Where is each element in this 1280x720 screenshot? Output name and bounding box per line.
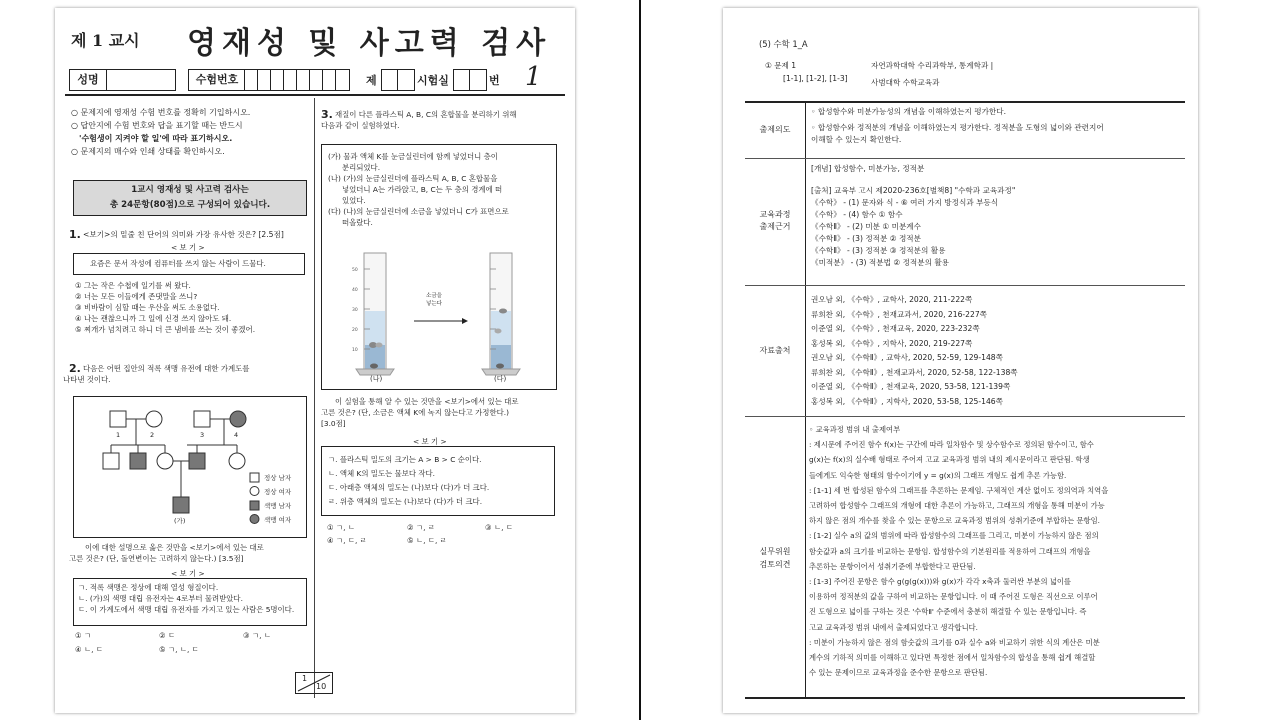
page-number-box: 1 10 [295,672,333,694]
q2-option-4[interactable]: ④ ㄴ, ㄷ [75,645,103,654]
beon-label: 번 [489,74,500,87]
q1-bogi-title: < 보 기 > [171,243,205,252]
q3-option-2[interactable]: ② ㄱ, ㄹ [407,523,435,532]
svg-text:40: 40 [352,288,358,293]
q2-option-5[interactable]: ⑤ ㄱ, ㄴ, ㄷ [159,645,199,654]
curriculum-text: [개념] 합성함수, 미분가능, 정적분 [출처] 교육부 고시 제2020-236호[별책8] "수학과 교육과정" 《수학》 - (1) 문자와 식 - ⑥ 여러 가지 방정식과 부등식 《수학》 - (4) 함수 ① 함수 《수학Ⅱ》 - (2) 미분 ① 미분계수 《수학Ⅱ》 - (3) 정적분 ② 정적분 《수학Ⅱ》 - (3) 정적분 ③ 정적분의 활용 《미적분》 - (3) 적분법 ② 정적분의 활용 [811,164,1016,267]
q1-option-5[interactable]: ⑤ 찌개가 넘치려고 하니 더 큰 냄비를 쓰는 것이 좋겠어. [75,325,256,334]
row-label-review-1: 실무위원 [759,547,791,556]
row-label-intent: 출제의도 [759,125,791,134]
pedigree-chart [73,396,307,538]
q1-options [75,280,255,335]
q2-option-2[interactable]: ② ㄷ [159,631,176,640]
pedigree-label-3: 3 [200,431,205,439]
page-divider [639,0,641,720]
review-page [723,8,1198,713]
q1-option-4[interactable]: ④ 나는 괜찮으니까 그 일에 신경 쓰지 않아도 돼. [75,314,232,323]
problem-sub: [1-1], [1-2], [1-3] [783,74,848,83]
q3-question: 이 실험을 통해 알 수 있는 것만을 <보기>에서 있는 대로 고른 것은? (단, 소금은 액체 K에 녹지 않는다고 가정한다.) [3.0점] [321,397,519,428]
section-title: (5) 수학 1_A [759,39,808,49]
arrow-label-2: 넣는다 [426,301,442,307]
intent-text: ◦ 합성함수와 미분가능성의 개념을 이해하였는지 평가한다. ◦ 합성함수와 정적분의 개념을 이해하였는지 평가한다. 정적분을 도형의 넓이와 관련지어 이해할 수 있는지 확인한다. [811,107,1104,144]
svg-text:20: 20 [352,328,358,333]
q3-bogi-box: ㄱ. 플라스틱 밀도의 크기는 A > B > C 순이다. ㄴ. 액체 K의 밀도는 물보다 작다. ㄷ. 아래층 액체의 밀도는 (나)보다 (다)가 더 크다. ㄹ. 위층 액체의 밀도는 (나)보다 (다)가 더 크다. [321,446,555,516]
review-text: ◦ 교육과정 범위 내 출제여부 : 제시문에 주어진 함수 f(x)는 구간에 따라 일차함수 및 상수함수로 정의된 함수이고, 함수 g(x)는 f(x)의 실수배 형태로 주어져 고교 교육과정 범위 내의 제시문이라고 판단됨. 학생 들에게도 익숙한 형태의 함수이기에 y = g(x)의 그래프 개형도 쉽게 추론 가능함. : [1-1] 세 번 합성된 함수의 그래프를 추론하는 문제임. 구체적인 계산 없이도 정의역과 치역을 고려하여 합성함수 그래프의 개형에 대한 추론이 가능하고, 그래프의 개형을 통해 미분이 가능 하지 않은 점의 개수를 찾을 수 있는 문항으로 교육과정 범위의 성취기준에 부합하는 문항임. : [1-2] 실수 a의 값의 범위에 따라 합성함수의 그래프를 그리고, 미분이 가능하지 않은 점의 함숫값과 a의 크기를 비교하는 문항임. 합성함수의 기본원리를 적용하여 그래프의 개형을 추론하는 문항이어서 성취기준에 부합한다고 판단됨. : [1-3] 주어진 문항은 함수 g(g(g(x)))와 g(x)가 각각 x축과 둘러싼 부분의 넓이를 이용하여 정적분의 값을 구하여 비교하는 문항입니다. 이 때 주어진 도형은 직선으로 이루어 진 도형으로 넓이를 구하는 것은 '수학Ⅱ' 수준에서 충분히 해결할 수 있는 문항입니다. 즉 고교 교육과정 범위 내에서 출제되었다고 생각합니다. : 미분이 가능하지 않은 점의 함숫값의 크기를 0과 실수 a와 비교하기 위한 식의 계산은 미분 계수의 기하적 의미를 이해하고 있다면 특정한 점에서 일차함수의 합성을 통해 쉽게 해결할 수 있는 문제이므로 교육과정을 준수한 문항으로 판단됨. [809,425,1109,678]
exam-page [55,8,575,713]
room-digit-2[interactable] [397,69,415,91]
q3-option-3[interactable]: ③ ㄴ, ㄷ [485,523,513,532]
page-mark: 1 [525,62,542,92]
row-label-sources: 자료출처 [759,346,791,355]
svg-text:50: 50 [352,268,358,273]
q3-number: 3. [321,108,333,121]
legend-normal-male: 정상 남자 [264,474,292,482]
svg-text:10: 10 [352,348,358,353]
q2-bogi-box: ㄱ. 적록 색맹은 정상에 대해 열성 형질이다. ㄴ. (가)의 색맹 대립 유전자는 4로부터 물려받았다. ㄷ. 이 가계도에서 색맹 대립 유전자를 가지고 있는 사람은 5명이다. [73,578,307,626]
row-label-review-2: 검토의견 [759,560,791,569]
row-label-curriculum-1: 교육과정 [759,210,791,219]
q1-stem: <보기>의 밑줄 친 단어의 의미와 가장 유사한 것은? [2.5점] [83,230,284,239]
q2-option-1[interactable]: ① ㄱ [75,631,92,640]
q3-bogi-title: < 보 기 > [413,437,447,446]
q2-question: 이에 대한 설명으로 옳은 것만을 <보기>에서 있는 대로 고른 것은? (단, 돌연변이는 고려하지 않는다.) [3.5점] [69,543,264,563]
q1-option-2[interactable]: ② 너는 모든 이들에게 존댓말을 쓰니? [75,292,198,301]
pedigree-label-ga: (가) [174,517,186,525]
q2-option-3[interactable]: ③ ㄱ, ㄴ [243,631,271,640]
instructions: ○ 문제지에 영재성 수험 번호를 정확히 기입하시오. ○ 답안지에 수험 번호와 답을 표기할 때는 반드시 '수험생이 지켜야 할 일'에 따라 표기하시오. ○ 문제지의 매수와 인쇄 상태를 확인하시오. [71,108,251,156]
q2-bogi-title: < 보 기 > [171,569,205,578]
q3-stem: 재질이 다른 플라스틱 A, B, C의 혼합물을 분리하기 위해 다음과 같이 실험하였다. [321,110,517,130]
legend-colorblind-male: 색맹 남자 [264,502,292,510]
exam-title: 영재성 및 사고력 검사 [187,26,552,61]
pedigree-label-4: 4 [234,431,239,439]
sources-text: 권오남 외, 《수학》, 교학사, 2020, 211-222쪽 류희찬 외, 《수학》, 천재교과서, 2020, 216-227쪽 이준열 외, 《수학》, 천재교육, 2020, 223-232쪽 홍성복 외, 《수학》, 지학사, 2020, 219-227쪽 권오남 외, 《수학Ⅱ》, 교학사, 2020, 52-59, 129-148쪽 류희찬 외, 《수학Ⅱ》, 천재교과서, 2020, 52-58, 122-138쪽 이준열 외, 《수학Ⅱ》, 천재교육, 2020, 53-58, 121-139쪽 홍성복 외, 《수학Ⅱ》, 지학사, 2020, 53-58, 125-146쪽 [811,295,1018,406]
problem-label: ① 문제 1 [765,61,797,70]
dept-line-2: 사범대학 수학교육과 [871,78,940,87]
q1-option-3[interactable]: ③ 비바람이 심할 때는 우산을 써도 소용없다. [75,303,220,312]
q3-option-1[interactable]: ① ㄱ, ㄴ [327,523,355,532]
name-label: 성명 [69,69,107,91]
cylinder-diagram [322,245,556,385]
q1-number: 1. [69,228,81,241]
q2-number: 2. [69,362,81,375]
pedigree-label-1: 1 [116,431,121,439]
pedigree-label-2: 2 [150,431,155,439]
je-label: 제 [366,74,377,87]
q1-bogi-box: 요즘은 문서 작성에 컴퓨터를 쓰지 않는 사람이 드물다. [73,253,305,275]
arrow-label-1: 소금을 [426,293,442,299]
seat-digit-2[interactable] [469,69,487,91]
dept-line-1: 자연과학대학 수리과학부, 통계학과 | [871,61,994,70]
legend-colorblind-female: 색맹 여자 [264,516,292,524]
column-rule [314,98,315,698]
cylinder-label-da: (다) [494,375,507,383]
q3-option-5[interactable]: ⑤ ㄴ, ㄷ, ㄹ [407,536,447,545]
summary-box: 1교시 영재성 및 사고력 검사는 총 24문항(80점)으로 구성되어 있습니다. [73,180,307,216]
q3-experiment-box: (가) 물과 액체 K를 눈금실린더에 함께 넣었더니 층이 분리되었다. (나) (가)의 눈금실린더에 플라스틱 A, B, C 혼합물을 넣었더니 A는 가라앉고, B, C는 두 층의 경계에 떠 있었다. (다) (나)의 눈금실린더에 소금을 넣었더니 C가 표면으로 떠올랐다. 50 40 30 20 10 (나) 소금을 넣는다 (다) [321,144,557,390]
exam-number-label: 수험번호 [188,69,246,91]
session-label: 제 1 교시 [71,31,140,50]
legend-normal-female: 정상 여자 [264,488,292,496]
cylinder-label-na: (나) [370,375,383,383]
q3-option-4[interactable]: ④ ㄱ, ㄷ, ㄹ [327,536,367,545]
q2-stem: 다음은 어떤 집안의 적록 색맹 유전에 대한 가계도를 나타낸 것이다. [63,364,250,384]
q1-option-1[interactable]: ① 그는 작은 수첩에 일기를 써 왔다. [75,281,191,290]
room-label: 시험실 [417,74,449,87]
row-label-curriculum-2: 출제근거 [759,222,791,231]
svg-text:30: 30 [352,308,358,313]
header-rule [65,94,565,96]
